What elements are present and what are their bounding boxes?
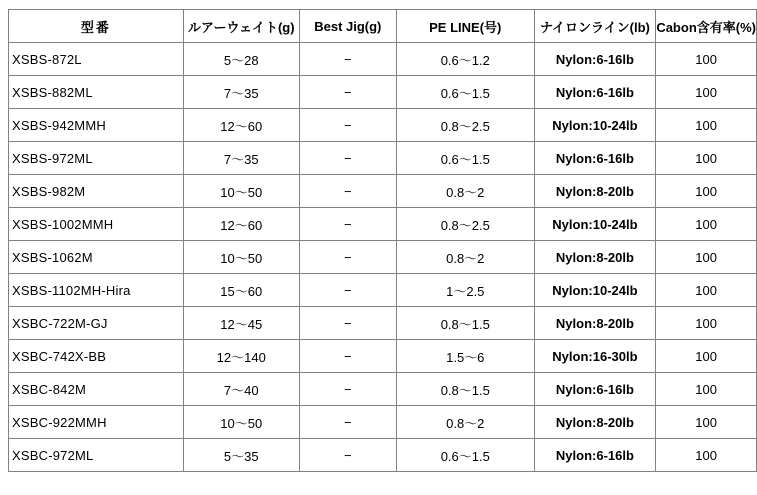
header-best-jig: Best Jig(g) — [299, 10, 396, 43]
cell-best-jig: − — [299, 76, 396, 109]
cell-nylon-line: Nylon:8-20lb — [534, 241, 656, 274]
cell-pe-line: 0.8〜2 — [396, 406, 534, 439]
cell-best-jig: − — [299, 406, 396, 439]
cell-nylon-line: Nylon:10-24lb — [534, 208, 656, 241]
table-row — [9, 76, 757, 109]
cell-carbon-content: 100 — [656, 208, 757, 241]
header-row — [9, 10, 757, 43]
cell-carbon-content: 100 — [656, 241, 757, 274]
cell-carbon-content: 100 — [656, 439, 757, 472]
cell-best-jig: − — [299, 175, 396, 208]
cell-best-jig: − — [299, 307, 396, 340]
cell-model: XSBS-972ML — [9, 142, 184, 175]
cell-nylon-line: Nylon:10-24lb — [534, 109, 656, 142]
header-nylon-line: ナイロンライン(lb) — [534, 10, 656, 43]
cell-best-jig: − — [299, 373, 396, 406]
cell-carbon-content: 100 — [656, 340, 757, 373]
cell-lure-weight: 12〜140 — [183, 340, 299, 373]
cell-lure-weight: 15〜60 — [183, 274, 299, 307]
cell-carbon-content: 100 — [656, 373, 757, 406]
cell-pe-line: 0.6〜1.5 — [396, 142, 534, 175]
cell-model: XSBS-872L — [9, 43, 184, 76]
cell-best-jig: − — [299, 241, 396, 274]
cell-carbon-content: 100 — [656, 109, 757, 142]
cell-model: XSBC-742X-BB — [9, 340, 184, 373]
cell-model: XSBS-1102MH-Hira — [9, 274, 184, 307]
cell-nylon-line: Nylon:8-20lb — [534, 175, 656, 208]
cell-nylon-line: Nylon:16-30lb — [534, 340, 656, 373]
cell-best-jig: − — [299, 439, 396, 472]
table-row — [9, 340, 757, 373]
cell-lure-weight: 10〜50 — [183, 241, 299, 274]
cell-pe-line: 0.6〜1.2 — [396, 43, 534, 76]
table-row — [9, 406, 757, 439]
table-row — [9, 241, 757, 274]
cell-lure-weight: 7〜35 — [183, 142, 299, 175]
cell-pe-line: 0.8〜1.5 — [396, 307, 534, 340]
table-row — [9, 307, 757, 340]
cell-nylon-line: Nylon:6-16lb — [534, 43, 656, 76]
cell-carbon-content: 100 — [656, 307, 757, 340]
cell-carbon-content: 100 — [656, 406, 757, 439]
cell-nylon-line: Nylon:6-16lb — [534, 373, 656, 406]
cell-best-jig: − — [299, 340, 396, 373]
spec-table — [8, 9, 757, 472]
cell-pe-line: 0.6〜1.5 — [396, 76, 534, 109]
cell-lure-weight: 5〜35 — [183, 439, 299, 472]
cell-lure-weight: 12〜60 — [183, 208, 299, 241]
cell-pe-line: 1〜2.5 — [396, 274, 534, 307]
cell-pe-line: 0.8〜2.5 — [396, 208, 534, 241]
header-carbon-content: Cabon含有率(%) — [656, 10, 757, 43]
cell-model: XSBC-722M-GJ — [9, 307, 184, 340]
cell-nylon-line: Nylon:6-16lb — [534, 439, 656, 472]
table-row — [9, 274, 757, 307]
table-row — [9, 109, 757, 142]
cell-pe-line: 1.5〜6 — [396, 340, 534, 373]
table-row — [9, 175, 757, 208]
cell-model: XSBC-922MMH — [9, 406, 184, 439]
cell-carbon-content: 100 — [656, 142, 757, 175]
cell-lure-weight: 7〜35 — [183, 76, 299, 109]
cell-lure-weight: 7〜40 — [183, 373, 299, 406]
cell-best-jig: − — [299, 109, 396, 142]
cell-model: XSBS-942MMH — [9, 109, 184, 142]
cell-carbon-content: 100 — [656, 175, 757, 208]
table-body — [9, 43, 757, 472]
cell-carbon-content: 100 — [656, 274, 757, 307]
header-pe-line: PE LINE(号) — [396, 10, 534, 43]
cell-best-jig: − — [299, 274, 396, 307]
cell-pe-line: 0.8〜2 — [396, 175, 534, 208]
header-model: 型番 — [9, 10, 184, 43]
cell-lure-weight: 10〜50 — [183, 175, 299, 208]
cell-model: XSBC-842M — [9, 373, 184, 406]
cell-pe-line: 0.8〜2.5 — [396, 109, 534, 142]
cell-model: XSBS-1002MMH — [9, 208, 184, 241]
cell-lure-weight: 5〜28 — [183, 43, 299, 76]
cell-nylon-line: Nylon:8-20lb — [534, 406, 656, 439]
cell-best-jig: − — [299, 208, 396, 241]
cell-lure-weight: 12〜60 — [183, 109, 299, 142]
cell-pe-line: 0.8〜1.5 — [396, 373, 534, 406]
cell-best-jig: − — [299, 142, 396, 175]
table-row — [9, 43, 757, 76]
cell-nylon-line: Nylon:8-20lb — [534, 307, 656, 340]
cell-pe-line: 0.6〜1.5 — [396, 439, 534, 472]
table-row — [9, 373, 757, 406]
header-lure-weight: ルアーウェイト(g) — [183, 10, 299, 43]
cell-model: XSBS-982M — [9, 175, 184, 208]
table-row — [9, 142, 757, 175]
cell-lure-weight: 12〜45 — [183, 307, 299, 340]
cell-carbon-content: 100 — [656, 43, 757, 76]
table-row — [9, 208, 757, 241]
cell-nylon-line: Nylon:6-16lb — [534, 76, 656, 109]
cell-model: XSBS-1062M — [9, 241, 184, 274]
cell-best-jig: − — [299, 43, 396, 76]
cell-nylon-line: Nylon:10-24lb — [534, 274, 656, 307]
cell-model: XSBC-972ML — [9, 439, 184, 472]
cell-pe-line: 0.8〜2 — [396, 241, 534, 274]
cell-model: XSBS-882ML — [9, 76, 184, 109]
cell-lure-weight: 10〜50 — [183, 406, 299, 439]
cell-carbon-content: 100 — [656, 76, 757, 109]
cell-nylon-line: Nylon:6-16lb — [534, 142, 656, 175]
table-row — [9, 439, 757, 472]
